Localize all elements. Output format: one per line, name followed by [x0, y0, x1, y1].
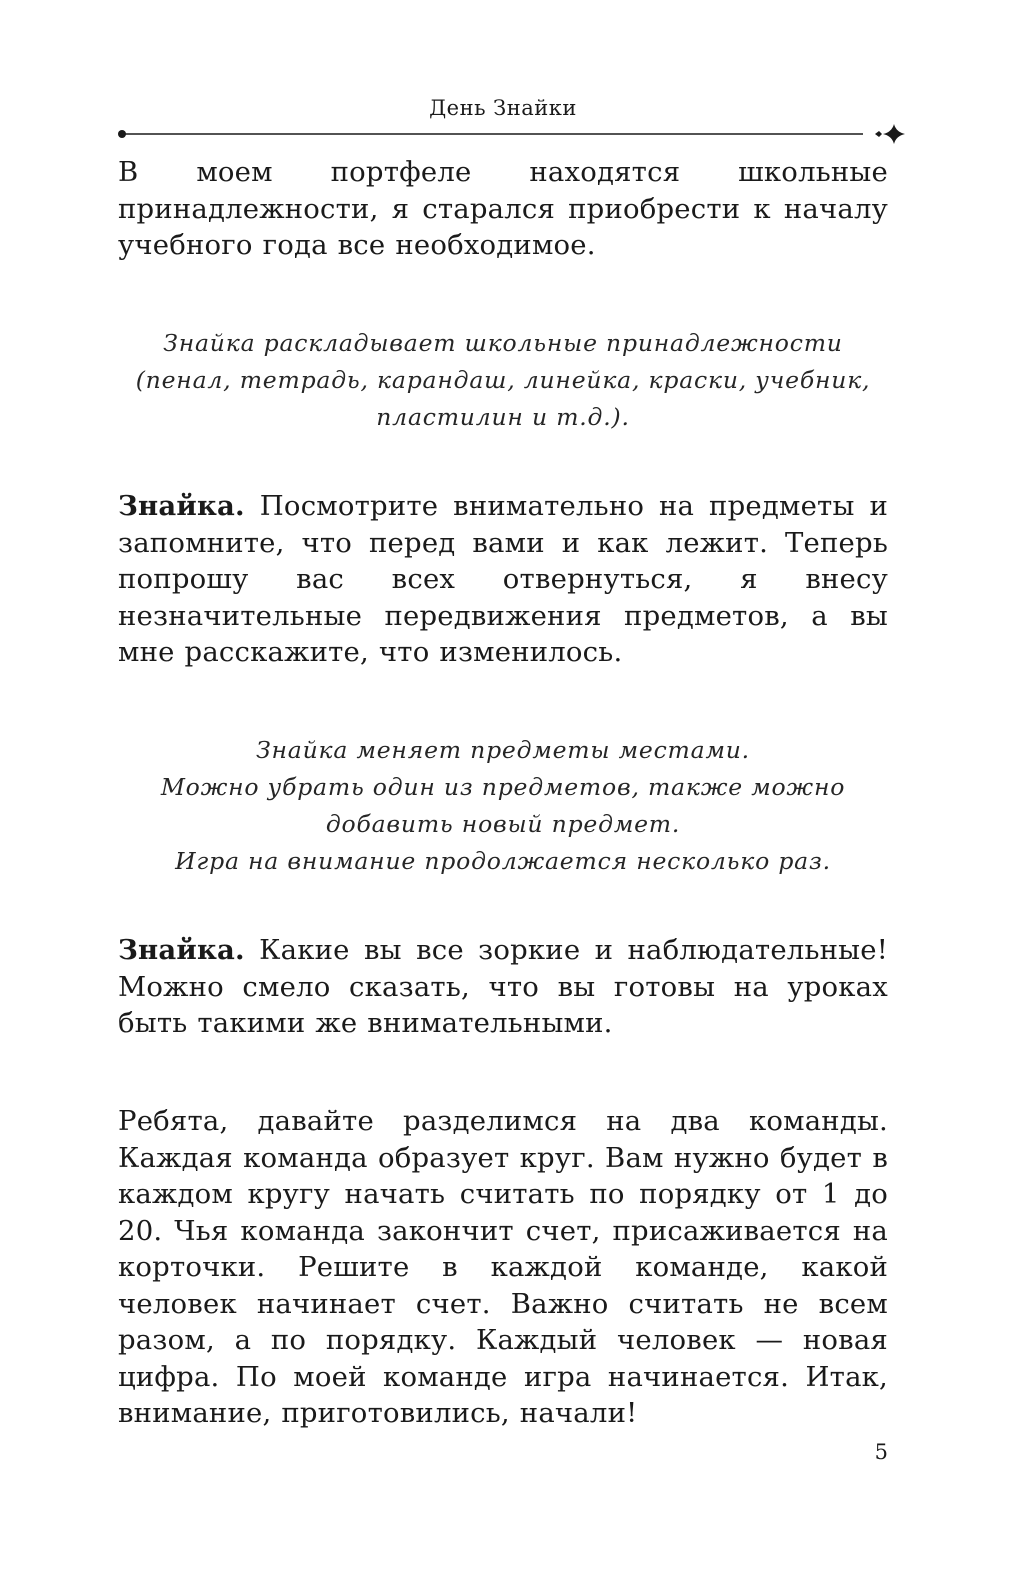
rule-star-small-icon	[875, 131, 882, 137]
speaker-name: Знайка.	[118, 934, 245, 966]
stage-direction-2	[118, 732, 888, 880]
speech-text: Посмотрите внимательно на предметы и запомните, что перед вами и как лежит. Теперь попрошу вас всех отвернуться, я внесу незначительные передвижения предметов, а вы мне расскажите, что изменилось.	[118, 490, 888, 668]
stage-direction-line: (пенал, тетрадь, карандаш, линейка, краски, учебник,	[135, 366, 871, 394]
stage-direction-line: Знайка меняет предметы местами.	[256, 736, 750, 764]
stage-direction-1	[118, 325, 888, 436]
stage-direction-line: Игра на внимание продолжается несколько раз.	[175, 847, 831, 875]
page-number: 5	[874, 1440, 888, 1464]
stage-direction-line: добавить новый предмет.	[325, 810, 681, 838]
stage-direction-line: пластилин и т.д.).	[376, 403, 630, 431]
paragraph-znayka-2	[118, 932, 888, 1042]
paragraph-intro: В моем портфеле находятся школьные принадлежности, я старался приобрести к началу учебного года все необходимое.	[118, 156, 888, 261]
paragraph-znayka-1	[118, 488, 888, 671]
speaker-name: Знайка.	[118, 490, 245, 522]
paragraph-game-instructions: Ребята, давайте разделимся на два команды. Каждая команда образует круг. Вам нужно будет в каждом кругу начать считать по порядку от 1 до 20. Чья команда закончит счет, присаживается на корточки. Решите в каждой команде, какой человек начинает счет. Важно считать не всем разом, а по порядку. Каждый человек — новая цифра. По моей команде игра начинается. Итак, внимание, приготовились, начали!	[118, 1105, 888, 1429]
stage-direction-line: Знайка раскладывает школьные принадлежности	[163, 329, 843, 357]
running-head-title: День Знайки	[429, 96, 577, 120]
stage-direction-line: Можно убрать один из предметов, также можно	[160, 773, 846, 801]
speech-text: Какие вы все зоркие и наблюдательные! Можно смело сказать, что вы готовы на уроках быть такими же внимательными.	[118, 934, 888, 1039]
rule-star-large-icon	[883, 124, 905, 144]
header-rule	[118, 124, 908, 144]
